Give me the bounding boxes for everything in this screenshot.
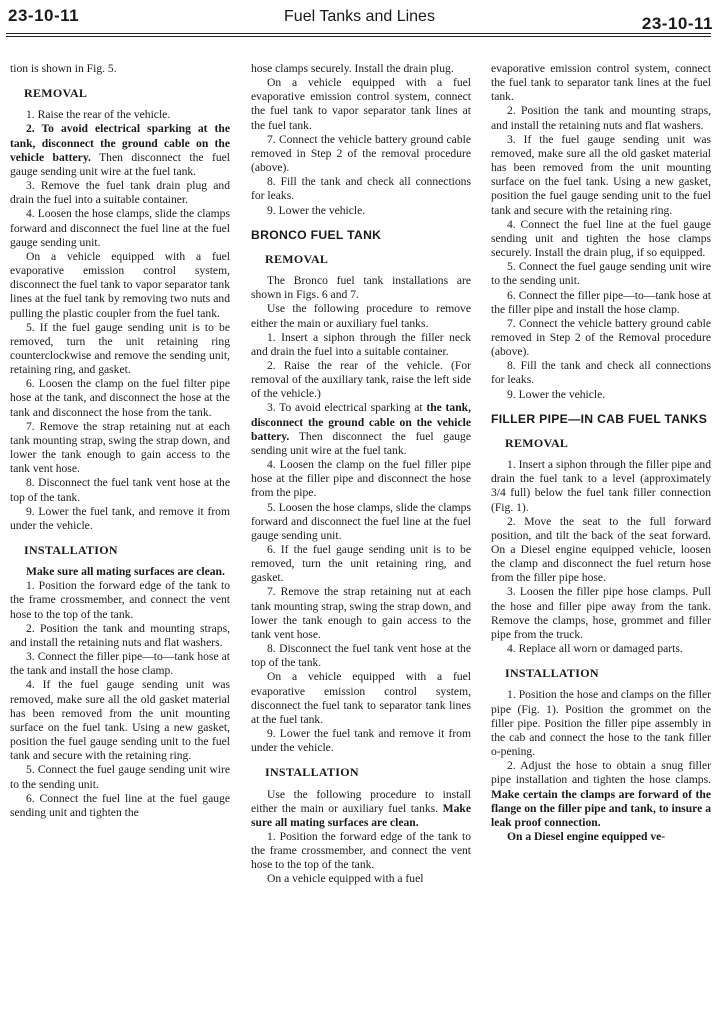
step: 2. Position the tank and mounting straps, and install the retaining nuts and flat washers. — [10, 621, 230, 649]
step: 5. Loosen the hose clamps, slide the clamps forward and disconnect the fuel line at the fuel gauge sending unit. — [251, 500, 471, 542]
heading-removal: REMOVAL — [24, 86, 88, 101]
step: 7. Connect the vehicle battery ground cable removed in Step 2 of the removal procedure (above). — [251, 132, 471, 175]
warning-text: 2. To avoid electrical sparking at the tank, disconnect the ground cable on the vehicle battery. — [10, 122, 230, 164]
step: 2. Move the seat to the full forward position, and tilt the back of the seat forward. On a Diesel engine equipped vehicle, loosen the clamp and disconnect the fuel return hose from the filler pipe hose. — [491, 514, 711, 585]
caution-text: Make sure all mating surfaces are clean. — [26, 565, 225, 579]
heading-installation: INSTALLATION — [505, 666, 599, 681]
step: 5. If the fuel gauge sending unit is to be removed, turn the unit retaining ring counterclockwise and remove the sending unit, retaining ring, and gasket. — [10, 320, 230, 377]
step: 4. Loosen the clamp on the fuel filler pipe hose at the filler pipe and disconnect the hose from the pipe. — [251, 458, 471, 500]
heading-filler-pipe: FILLER PIPE—IN CAB FUEL TANKS — [491, 411, 708, 426]
paragraph: tion is shown in Fig. 5. — [10, 62, 117, 75]
heading-installation: INSTALLATION — [24, 543, 118, 557]
paragraph: evaporative emission control system, connect the fuel tank to separator tank lines at the fuel tank. — [491, 62, 711, 104]
paragraph — [251, 788, 471, 830]
step: 6. Connect the fuel line at the fuel gauge sending unit and tighten the — [10, 791, 230, 819]
step-note: On a Diesel engine equipped ve- — [507, 829, 666, 843]
step: 6. Connect the filler pipe—to—tank hose at the filler pipe and install the hose clamp. — [491, 288, 711, 316]
step-note: On a vehicle equipped with a fuel — [267, 872, 424, 886]
page-header — [0, 0, 719, 46]
step — [491, 759, 711, 830]
heading-bronco-fuel-tank: BRONCO FUEL TANK — [251, 227, 382, 242]
header-rule-bottom — [6, 36, 711, 37]
warning-text: the tank, disconnect the ground cable on the vehicle battery. — [251, 401, 471, 443]
step-text: Then disconnect the fuel gauge sending unit wire at the fuel tank. — [10, 150, 230, 178]
step: 9. Lower the vehicle. — [507, 387, 606, 401]
step: 3. If the fuel gauge sending unit was removed, make sure all the old gasket material has been removed from the unit mounting surface on the fuel tank. Using a new gasket, position the fuel gauge sending unit to the fuel tank and secure with the retaining ring. — [491, 132, 711, 217]
heading-removal: REMOVAL — [505, 435, 569, 450]
step: 9. Lower the fuel tank, and remove it from under the vehicle. — [10, 504, 230, 532]
step: 7. Connect the vehicle battery ground cable removed in Step 2 of the Removal procedure (above). — [491, 316, 711, 359]
step: 8. Fill the tank and check all connections for leaks. — [251, 175, 471, 203]
step — [251, 401, 471, 458]
caution-text: Make certain the clamps are forward of the flange on the filler pipe and tank, to insure a leak proof connection. — [491, 787, 711, 829]
heading-installation: INSTALLATION — [265, 765, 359, 780]
section-title: Fuel Tanks and Lines — [284, 8, 435, 25]
step-text: 3. To avoid electrical sparking at — [267, 401, 427, 415]
paragraph: hose clamps securely. Install the drain plug. — [251, 62, 454, 75]
step: 3. Loosen the filler pipe hose clamps. Pull the hose and filler pipe away from the tank. Remove the clamps, hose, grommet and filler pipe from the truck. — [491, 585, 711, 641]
step-note: On a vehicle equipped with a fuel evaporative emission control system, connect the fuel tank to vapor separator tank lines at the fuel tank. — [251, 76, 471, 132]
step-text: 2. Adjust the hose to obtain a snug filler pipe installation and tighten the hose clamps. — [491, 759, 711, 787]
caution-text: Make sure all mating surfaces are clean. — [251, 801, 471, 829]
step: 1. Insert a siphon through the filler neck and drain the fuel into a suitable container. — [251, 330, 471, 358]
step: 4. Loosen the hose clamps, slide the clamps forward and disconnect the fuel line at the fuel gauge sending unit. — [10, 207, 230, 249]
step: 3. Connect the filler pipe—to—tank hose at the tank and install the hose clamp. — [10, 650, 230, 678]
step-note: On a vehicle equipped with a fuel evaporative emission control system, disconnect the fuel tank to vapor separator tank lines at the fuel tank by removing two nuts and pulling the plastic coupler from the fuel tank. — [10, 249, 230, 320]
header-rule-top — [6, 33, 711, 34]
step: 8. Disconnect the fuel tank vent hose at the top of the tank. — [10, 476, 230, 504]
step: 4. If the fuel gauge sending unit was removed, make sure all the old gasket material has been removed from the unit mounting surface on the fuel tank. Using a new gasket, position the fuel gauge sending unit to the fuel tank and secure with the retaining ring. — [10, 678, 230, 763]
column-3 — [491, 62, 711, 844]
step: 1. Position the forward edge of the tank to the frame crossmember, and connect the vent hose to the top of the tank. — [10, 579, 230, 621]
step: 8. Disconnect the fuel tank vent hose at the top of the tank. — [251, 642, 471, 670]
step: 4. Replace all worn or damaged parts. — [507, 642, 683, 656]
step: 9. Lower the vehicle. — [267, 203, 366, 217]
step-text: Use the following procedure to install either the main or auxiliary fuel tanks. — [251, 787, 471, 815]
page-number-left: 23-10-11 — [8, 6, 80, 25]
heading-removal: REMOVAL — [265, 251, 329, 266]
column-1 — [10, 62, 230, 820]
step: 5. Connect the fuel gauge sending unit wire to the sending unit. — [10, 763, 230, 791]
step: 3. Remove the fuel tank drain plug and drain the fuel into a suitable container. — [10, 179, 230, 207]
step: 1. Position the forward edge of the tank to the frame crossmember, and connect the vent hose to the top of the tank. — [251, 829, 471, 872]
column-2 — [251, 62, 471, 887]
step: 4. Connect the fuel line at the fuel gauge sending unit and tighten the hose clamps securely. Install the drain plug, if so equipped. — [491, 217, 711, 260]
step: 1. Insert a siphon through the filler pipe and drain the fuel tank to a level (approximately 3/4 full) below the fuel tank filler connection (Fig. 1). — [491, 458, 711, 514]
step: 6. If the fuel gauge sending unit is to be removed, turn the unit retaining ring, and gasket. — [251, 543, 471, 585]
step: 5. Connect the fuel gauge sending unit wire to the sending unit. — [491, 260, 711, 288]
page-number-right: 23-10-11 — [641, 14, 713, 33]
step — [10, 122, 230, 179]
step: 7. Remove the strap retaining nut at each tank mounting strap, swing the strap down, and lower the tank enough to gain access to the tank vent hose. — [251, 585, 471, 641]
step: 2. Raise the rear of the vehicle. (For removal of the auxiliary tank, raise the left side of the vehicle.) — [251, 358, 471, 401]
paragraph: Use the following procedure to remove either the main or auxiliary fuel tanks. — [251, 302, 471, 330]
paragraph: The Bronco fuel tank installations are shown in Figs. 6 and 7. — [251, 274, 471, 302]
step-text: Then disconnect the fuel gauge sending unit wire at the fuel tank. — [251, 429, 471, 457]
step: 8. Fill the tank and check all connections for leaks. — [491, 359, 711, 387]
step: 2. Position the tank and mounting straps, and install the retaining nuts and flat washers. — [491, 104, 711, 132]
step: 6. Loosen the clamp on the fuel filter pipe hose at the tank, and disconnect the hose at the tank and disconnect the hose from the tank. — [10, 377, 230, 419]
step-note: On a vehicle equipped with a fuel evaporative emission control system, disconnect the fuel tank to separator tank lines at the fuel tank. — [251, 670, 471, 726]
step: 7. Remove the strap retaining nut at each tank mounting strap, swing the strap down, and lower the tank enough to gain access to the tank vent hose. — [10, 419, 230, 476]
step: 9. Lower the fuel tank and remove it from under the vehicle. — [251, 727, 471, 755]
step: 1. Position the hose and clamps on the filler pipe (Fig. 1). Position the grommet on the filler pipe. Position the filler pipe assembly in the cab and connect the hose to the tank filler o-pening. — [491, 688, 711, 759]
step: 1. Raise the rear of the vehicle. — [26, 108, 171, 122]
